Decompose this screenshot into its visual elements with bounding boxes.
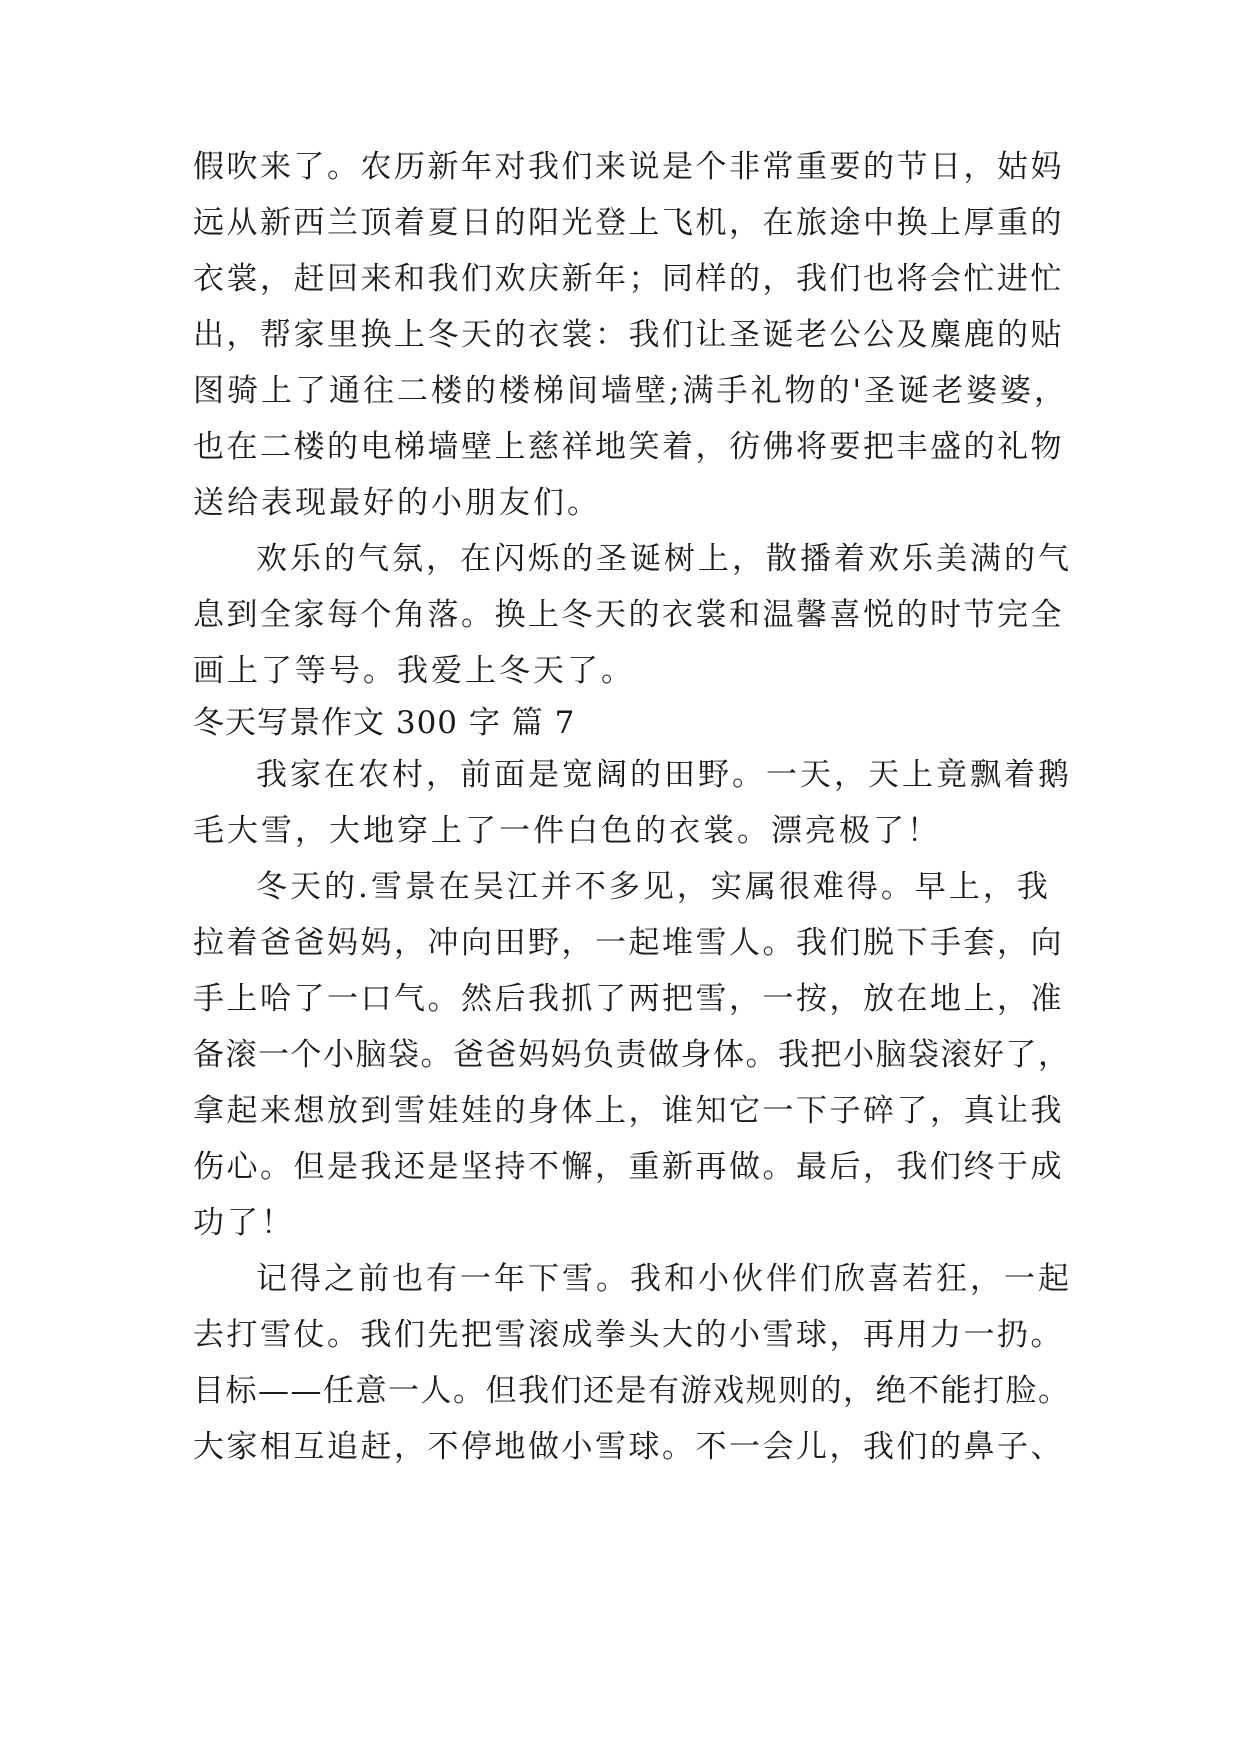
text-line: 毛大雪，大地穿上了一件白色的衣裳。漂亮极了！ — [193, 813, 941, 849]
paragraph-first-line: 欢乐的气氛，在闪烁的圣诞树上，散播着欢乐美满的气 — [256, 541, 1072, 577]
text-line: 远从新西兰顶着夏日的阳光登上飞机，在旅途中换上厚重的 — [193, 205, 1064, 241]
text-line: 出，帮家里换上冬天的衣裳：我们让圣诞老公公及麋鹿的贴 — [193, 317, 1064, 353]
text-line: 假吹来了。农历新年对我们来说是个非常重要的节日，姑妈 — [193, 149, 1064, 185]
text-line: 也在二楼的电梯墙壁上慈祥地笑着，彷佛将要把丰盛的礼物 — [193, 429, 1064, 465]
text-line: 息到全家每个角落。换上冬天的衣裳和温馨喜悦的时节完全 — [193, 597, 1064, 633]
text-line: 手上哈了一口气。然后我抓了两把雪，一按，放在地上，准 — [193, 981, 1064, 1017]
paragraph-first-line: 冬天的.雪景在吴江并不多见，实属很难得。早上，我 — [256, 869, 1051, 905]
text-line: 去打雪仗。我们先把雪滚成拳头大的小雪球，再用力一扔。 — [193, 1317, 1064, 1353]
text-line: 功了！ — [193, 1205, 295, 1241]
text-line: 送给表现最好的小朋友们。 — [193, 485, 601, 521]
text-line: 拉着爸爸妈妈，冲向田野，一起堆雪人。我们脱下手套，向 — [193, 925, 1064, 961]
paragraph-first-line: 我家在农村，前面是宽阔的田野。一天，天上竟飘着鹅 — [256, 757, 1072, 793]
paragraph-first-line: 记得之前也有一年下雪。我和小伙伴们欣喜若狂，一起 — [256, 1261, 1072, 1297]
text-line: 拿起来想放到雪娃娃的身体上，谁知它一下子碎了，真让我 — [193, 1093, 1064, 1129]
text-line: 目标——任意一人。但我们还是有游戏规则的，绝不能打脸。 — [193, 1373, 1071, 1409]
text-line: 大家相互追赶，不停地做小雪球。不一会儿，我们的鼻子、 — [193, 1429, 1064, 1465]
section-heading: 冬天写景作文 300 字 篇 7 — [193, 705, 576, 741]
text-line: 图骑上了通往二楼的楼梯间墙壁;满手礼物的'圣诞老婆婆， — [193, 373, 1068, 409]
text-line: 衣裳，赶回来和我们欢庆新年；同样的，我们也将会忙进忙 — [193, 261, 1064, 297]
text-line: 备滚一个小脑袋。爸爸妈妈负责做身体。我把小脑袋滚好了， — [193, 1037, 1071, 1073]
text-line: 画上了等号。我爱上冬天了。 — [193, 653, 635, 689]
text-line: 伤心。但是我还是坚持不懈，重新再做。最后，我们终于成 — [193, 1149, 1064, 1185]
